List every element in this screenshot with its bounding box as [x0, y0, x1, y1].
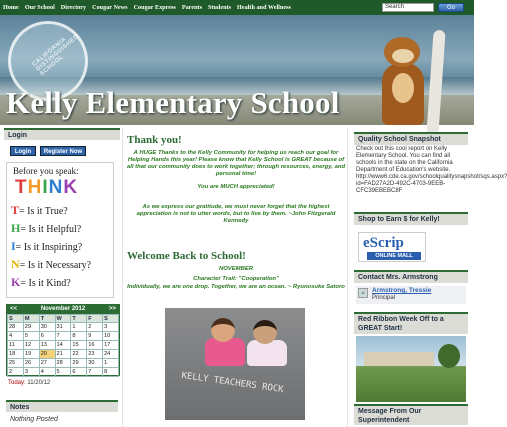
calendar-day[interactable]: 19	[23, 350, 39, 359]
calendar-day[interactable]: 1	[71, 323, 87, 332]
contact-heading: Contact Mrs. Armstrong	[354, 270, 468, 283]
think-row-i	[11, 239, 82, 254]
think-row-n	[11, 257, 91, 272]
calendar-day[interactable]: 30	[39, 323, 55, 332]
calendar-day[interactable]: 28	[55, 359, 71, 368]
character-trait: Character Trait: "Cooperation"	[193, 276, 279, 282]
today-value: 11/20/12	[27, 380, 51, 386]
calendar-day[interactable]: 1	[103, 359, 119, 368]
calendar-dow: F	[87, 315, 103, 323]
calendar-day[interactable]: 22	[71, 350, 87, 359]
calendar-day[interactable]: 9	[87, 332, 103, 341]
calendar-week-row	[8, 359, 119, 368]
calendar-dow: S	[8, 315, 24, 323]
calendar-month-label: November 2012	[40, 306, 86, 312]
think-letter-n: N	[11, 257, 20, 271]
calendar-week-row	[8, 368, 119, 377]
contact-role: Principal	[372, 295, 396, 301]
think-row-t	[11, 203, 68, 218]
think-text-k: = Is it Kind?	[20, 278, 71, 289]
calendar-day[interactable]: 11	[8, 341, 24, 350]
contact-photo-icon: ☺	[358, 288, 368, 298]
calendar-day[interactable]: 17	[103, 341, 119, 350]
calendar-dow: M	[23, 315, 39, 323]
calendar-dow: T	[71, 315, 87, 323]
calendar-week-row	[8, 323, 119, 332]
calendar-day[interactable]: 3	[103, 323, 119, 332]
today-line	[8, 380, 50, 386]
calendar-widget	[6, 304, 120, 376]
calendar-day[interactable]: 28	[8, 323, 24, 332]
calendar-day[interactable]: 13	[39, 341, 55, 350]
calendar-day[interactable]: 23	[87, 350, 103, 359]
escrip-online-mall: ONLINE MALL	[367, 252, 421, 260]
calendar-day[interactable]: 29	[71, 359, 87, 368]
calendar-day[interactable]: 24	[103, 350, 119, 359]
school-title: Kelly Elementary School	[6, 85, 340, 120]
appreciated-text: You are MUCH appreciated!	[197, 184, 275, 190]
escrip-logo-link[interactable]	[358, 232, 426, 262]
superintendent-heading: Message From Our Superintendent	[354, 404, 468, 425]
think-text-h: = Is it Helpful?	[20, 224, 82, 235]
header-banner	[0, 15, 474, 125]
calendar-day[interactable]: 15	[71, 341, 87, 350]
chalk-text: KELLY TEACHERS ROCK	[180, 370, 285, 396]
think-word	[15, 177, 78, 199]
nav-parents[interactable]: Parents	[181, 4, 202, 11]
calendar-day[interactable]: 27	[39, 359, 55, 368]
think-row-h	[11, 221, 81, 236]
think-text-n: = Is it Necessary?	[19, 260, 92, 271]
search-input[interactable]: Search	[382, 3, 434, 12]
contact-entry	[356, 286, 466, 304]
think-letter-i: I	[11, 239, 16, 253]
calendar-day[interactable]: 6	[71, 368, 87, 377]
register-now-button[interactable]: Register Now	[40, 146, 86, 156]
think-word-letter: T	[15, 177, 28, 198]
think-word-letter: I	[42, 177, 49, 198]
snapshot-text: Check out this cool report on Kelly Elementary School. You can find all schools in the state on the California Department of Education's website. http://www6.cde.ca.gov/schoolqualitysnapshot/sqs.aspx?id=FAD27A2D-492C-4703-9EEB-CFC39EBEBC8F	[356, 146, 507, 194]
calendar-week-row	[8, 332, 119, 341]
calendar-dow: T	[39, 315, 55, 323]
calendar-day[interactable]: 14	[55, 341, 71, 350]
think-before-text: Before you speak:	[13, 166, 79, 176]
calendar-day[interactable]: 7	[87, 368, 103, 377]
calendar-prev-button[interactable]: <<	[10, 306, 18, 312]
thanks-body: A HUGE Thanks to the Kelly Community for helping us reach our goal for Helping Hands this year! Please know that Kelly School is GREAT because of all that our community does to work together; through resources, energy, and personal time!	[126, 150, 346, 177]
calendar-day[interactable]: 29	[23, 323, 39, 332]
calendar-week-row	[8, 341, 119, 350]
calendar-day[interactable]: 2	[8, 368, 24, 377]
calendar-day[interactable]: 21	[55, 350, 71, 359]
calendar-day[interactable]: 12	[23, 341, 39, 350]
login-button[interactable]: Login	[10, 146, 36, 156]
month-text: NOVEMBER	[218, 266, 254, 272]
students-photo	[165, 308, 305, 420]
welcome-title: Welcome Back to School!	[127, 250, 246, 262]
search-go-button[interactable]: Go	[438, 3, 464, 12]
think-letter-h: H	[11, 221, 21, 235]
think-text-i: = Is it Inspiring?	[15, 242, 83, 253]
calendar-day[interactable]: 4	[8, 332, 24, 341]
nav-health-wellness[interactable]: Health and Wellness	[237, 4, 291, 11]
calendar-grid	[7, 314, 119, 377]
calendar-day[interactable]: 30	[87, 359, 103, 368]
escrip-logo-text: eScrip	[363, 235, 404, 251]
calendar-day[interactable]: 8	[103, 368, 119, 377]
calendar-day[interactable]: 5	[23, 332, 39, 341]
calendar-next-button[interactable]: >>	[108, 306, 116, 312]
shop-heading: Shop to Earn $ for Kelly!	[354, 212, 468, 225]
trait-quote: Individually, we are one drop. Together, we are an ocean. ~ Ryunosuke Satoro	[127, 284, 345, 290]
think-word-letter: K	[63, 177, 79, 198]
think-text-t: = Is it True?	[19, 206, 68, 217]
calendar-day[interactable]: 2	[87, 323, 103, 332]
seal-text: CALIFORNIA DISTINGUISHED SCHOOL	[31, 33, 81, 78]
calendar-day[interactable]: 31	[55, 323, 71, 332]
calendar-week-row	[8, 350, 119, 359]
calendar-dow-row	[8, 315, 119, 323]
nav-cougar-express[interactable]: Cougar Express	[133, 4, 176, 11]
notes-heading: Notes	[6, 400, 118, 412]
today-label: Today:	[8, 380, 26, 386]
calendar-day[interactable]: 5	[55, 368, 71, 377]
notes-text: Nothing Posted	[10, 416, 58, 423]
calendar-day[interactable]: 3	[23, 368, 39, 377]
left-sidebar	[4, 128, 120, 427]
think-word-letter: H	[27, 177, 43, 198]
calendar-header	[7, 305, 119, 314]
calendar-day[interactable]: 7	[55, 332, 71, 341]
calendar-dow: W	[55, 315, 71, 323]
thanks-title: Thank you!	[127, 134, 182, 146]
jfk-quote: As we express our gratitude, we must never forget that the highest appreciation is not to utter words, but to live by them. ~John Fitzgerald Kennedy	[136, 204, 336, 224]
calendar-day[interactable]: 16	[87, 341, 103, 350]
calendar-day[interactable]: 8	[71, 332, 87, 341]
login-heading: Login	[4, 128, 120, 140]
nav-students[interactable]: Students	[207, 4, 232, 11]
think-poster	[6, 162, 114, 298]
nav-home[interactable]: Home	[3, 4, 19, 11]
calendar-day[interactable]: 26	[23, 359, 39, 368]
contact-name-link[interactable]: Armstrong, Tressie	[372, 287, 432, 294]
calendar-dow: S	[103, 315, 119, 323]
nav-directory[interactable]: Directory	[60, 4, 87, 11]
red-ribbon-heading: Red Ribbon Week Off to a GREAT Start!	[354, 312, 468, 334]
calendar-day[interactable]: 6	[39, 332, 55, 341]
calendar-day[interactable]: 18	[8, 350, 24, 359]
nav-our-school[interactable]: Our School	[24, 4, 55, 11]
right-sidebar	[352, 128, 507, 427]
red-ribbon-photo	[356, 336, 466, 402]
think-row-k	[11, 275, 71, 290]
think-letter-k: K	[11, 275, 21, 289]
cougar-mascot-image	[372, 37, 434, 125]
main-content	[122, 128, 348, 427]
snapshot-heading: Quality School Snapshot	[354, 132, 468, 145]
nav-cougar-news[interactable]: Cougar News	[92, 4, 128, 11]
think-word-letter: N	[48, 177, 64, 198]
calendar-day[interactable]: 4	[39, 368, 55, 377]
calendar-day[interactable]: 20	[39, 350, 55, 359]
calendar-day[interactable]: 25	[8, 359, 24, 368]
calendar-day[interactable]: 10	[103, 332, 119, 341]
think-letter-t: T	[11, 203, 20, 217]
